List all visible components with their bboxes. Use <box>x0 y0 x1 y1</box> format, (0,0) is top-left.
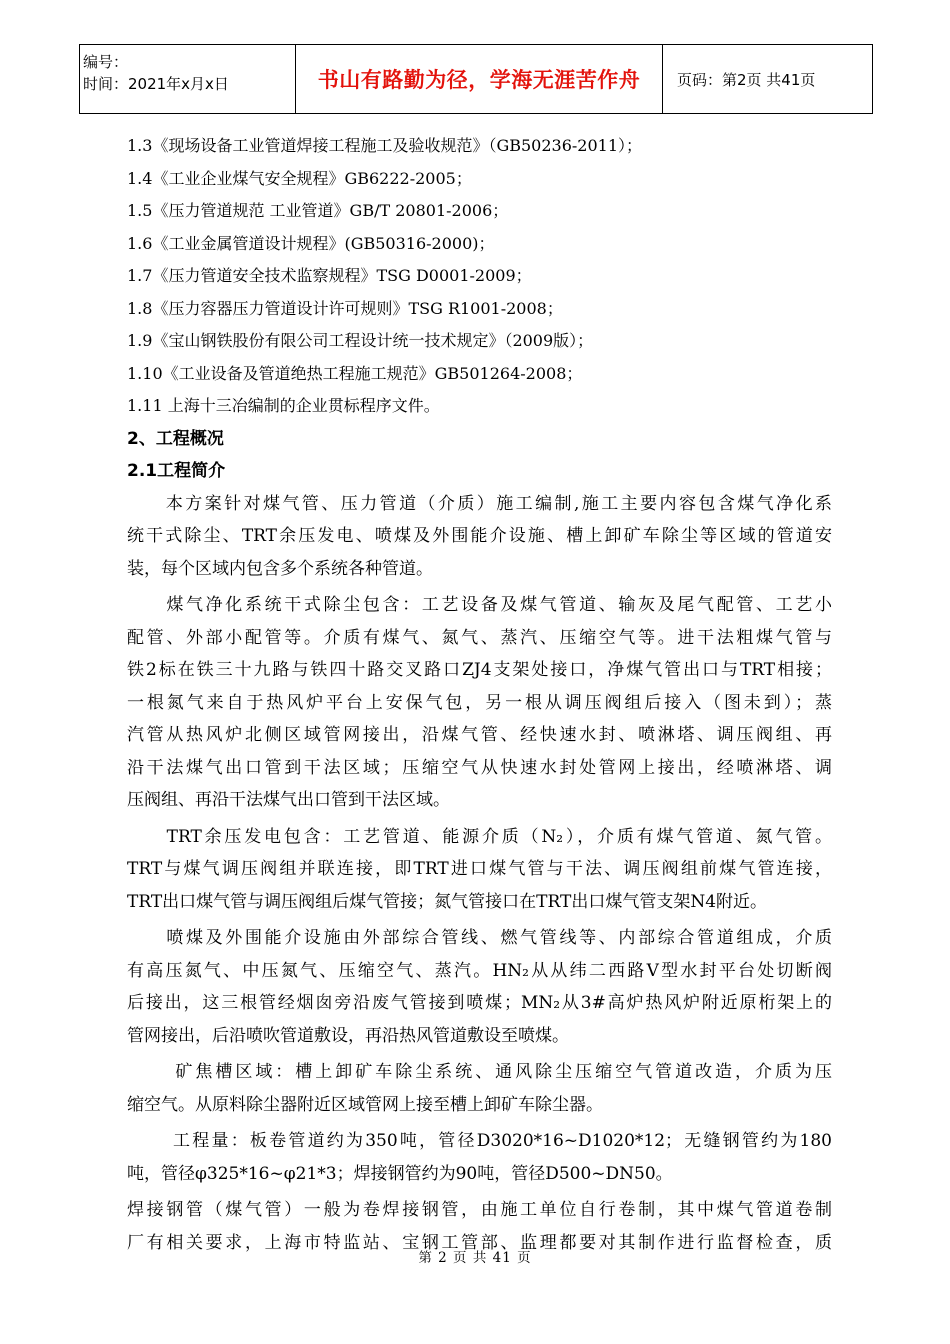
paragraph-line: 矿焦槽区域：槽上卸矿车除尘系统、通风除尘压缩空气管道改造，介质为压 <box>127 1062 832 1082</box>
paragraph-line: 沿干法煤气出口管到干法区域；压缩空气从快速水封处管网上接出，经喷淋塔、调 <box>127 757 832 778</box>
paragraph-line: 配管、外部小配管等。介质有煤气、氮气、蒸汽、压缩空气等。进干法粗煤气管与 <box>127 627 832 648</box>
paragraph-line: 工程量：板卷管道约为350吨，管径D3020*16~D1020*12；无缝钢管约为180 <box>127 1131 832 1151</box>
paragraph-line: 后接出，这三根管经烟囱旁沿废气管接到喷煤；MN₂从3#高炉热风炉附近原桁架上的 <box>127 993 832 1013</box>
subsection-title: 2.1工程简介 <box>127 461 226 481</box>
paragraph-line: 一根氮气来自于热风炉平台上安保气包，另一根从调压阀组后接入（图未到）；蒸 <box>127 692 832 713</box>
paragraph-line: 缩空气。从原料除尘器附近区域管网上接至槽上卸矿车除尘器。 <box>127 1094 603 1115</box>
paragraph-line: 吨，管径φ325*16~φ21*3；焊接钢管约为90吨，管径D500~DN50。 <box>127 1163 673 1184</box>
paragraph-line: 有高压氮气、中压氮气、压缩空气、蒸汽。HN₂从从纬二西路V型水封平台处切断阀 <box>127 960 832 981</box>
reference-item: 1.9《宝山钢铁股份有限公司工程设计统一技术规定》（2009版）； <box>127 331 594 350</box>
body-paragraph <box>127 488 832 586</box>
document-body <box>127 130 832 1259</box>
reference-list <box>127 130 832 423</box>
reference-item: 1.5《压力管道规范 工业管道》GB/T 20801-2006； <box>127 201 509 220</box>
body-paragraph <box>127 1056 832 1121</box>
body-paragraph <box>127 1125 832 1190</box>
body-paragraph <box>127 589 832 817</box>
header-page-info: 页码：第2页 共41页 <box>663 45 873 114</box>
reference-item: 1.10《工业设备及管道绝热工程施工规范》GB501264-2008； <box>127 363 583 383</box>
reference-item: 1.3《现场设备工业管道焊接工程施工及验收规范》（GB50236-2011）； <box>127 136 643 155</box>
reference-item: 1.7《压力管道安全技术监察规程》TSG D0001-2009； <box>127 266 532 285</box>
paragraph-line: 煤气净化系统干式除尘包含：工艺设备及煤气管道、输灰及尾气配管、工艺小 <box>127 595 832 615</box>
paragraph-line: 铁2标在铁三十九路与铁四十路交叉路口ZJ4支架处接口，净煤气管出口与TRT相接； <box>127 660 832 680</box>
paragraph-line: 压阀组、再沿干法煤气出口管到干法区域。 <box>127 790 450 810</box>
paragraph-line: TRT出口煤气管与调压阀组后煤气管接；氮气管接口在TRT出口煤气管支架N4附近。 <box>127 891 768 912</box>
reference-item: 1.8《压力容器压力管道设计许可规则》TSG R1001-2008； <box>127 298 563 318</box>
paragraph-line: 本方案针对煤气管、压力管道（介质）施工编制,施工主要内容包含煤气净化系 <box>127 493 832 514</box>
reference-item: 1.4《工业企业煤气安全规程》GB6222-2005； <box>127 168 472 188</box>
body-paragraph <box>127 821 832 919</box>
reference-item: 1.11 上海十三冶编制的企业贯标程序文件。 <box>127 396 440 415</box>
paragraph-line: 厂有相关要求，上海市特监站、宝钢工管部、监理都要对其制作进行监督检查，质 <box>127 1232 832 1253</box>
paragraph-line: TRT余压发电包含：工艺管道、能源介质（N₂），介质有煤气管道、氮气管。 <box>127 826 832 847</box>
paragraph-list <box>127 488 832 1260</box>
paragraph-line: 汽管从热风炉北侧区域管网接出，沿煤气管、经快速水封、喷淋塔、调压阀组、再 <box>127 725 832 745</box>
paragraph-line: TRT与煤气调压阀组并联连接，即TRT进口煤气管与干法、调压阀组前煤气管连接， <box>127 859 832 879</box>
header-motto: 书山有路勤为径，学海无涯苦作舟 <box>296 45 663 114</box>
paragraph-line: 统干式除尘、TRT余压发电、喷煤及外围能介设施、槽上卸矿车除尘等区域的管道安 <box>127 526 832 546</box>
reference-item: 1.6《工业金属管道设计规程》(GB50316-2000)； <box>127 233 495 253</box>
page-footer: 第 2 页 共 41 页 <box>418 1250 532 1266</box>
paragraph-line: 管网接出，后沿喷吹管道敷设，再沿热风管道敷设至喷煤。 <box>127 1025 569 1046</box>
paragraph-line: 装，每个区域内包含多个系统各种管道。 <box>127 558 433 579</box>
document-date: 时间：2021年x月x日 <box>83 75 229 93</box>
paragraph-line: 喷煤及外围能介设施由外部综合管线、燃气管线等、内部综合管道组成，介质 <box>127 928 832 948</box>
section-title: 2、工程概况 <box>127 428 224 449</box>
document-number-label: 编号： <box>83 53 129 71</box>
header-meta <box>80 45 296 114</box>
paragraph-line: 焊接钢管（煤气管）一般为卷焊接钢管，由施工单位自行卷制，其中煤气管道卷制 <box>127 1200 832 1220</box>
page-header <box>79 44 873 114</box>
body-paragraph <box>127 922 832 1052</box>
